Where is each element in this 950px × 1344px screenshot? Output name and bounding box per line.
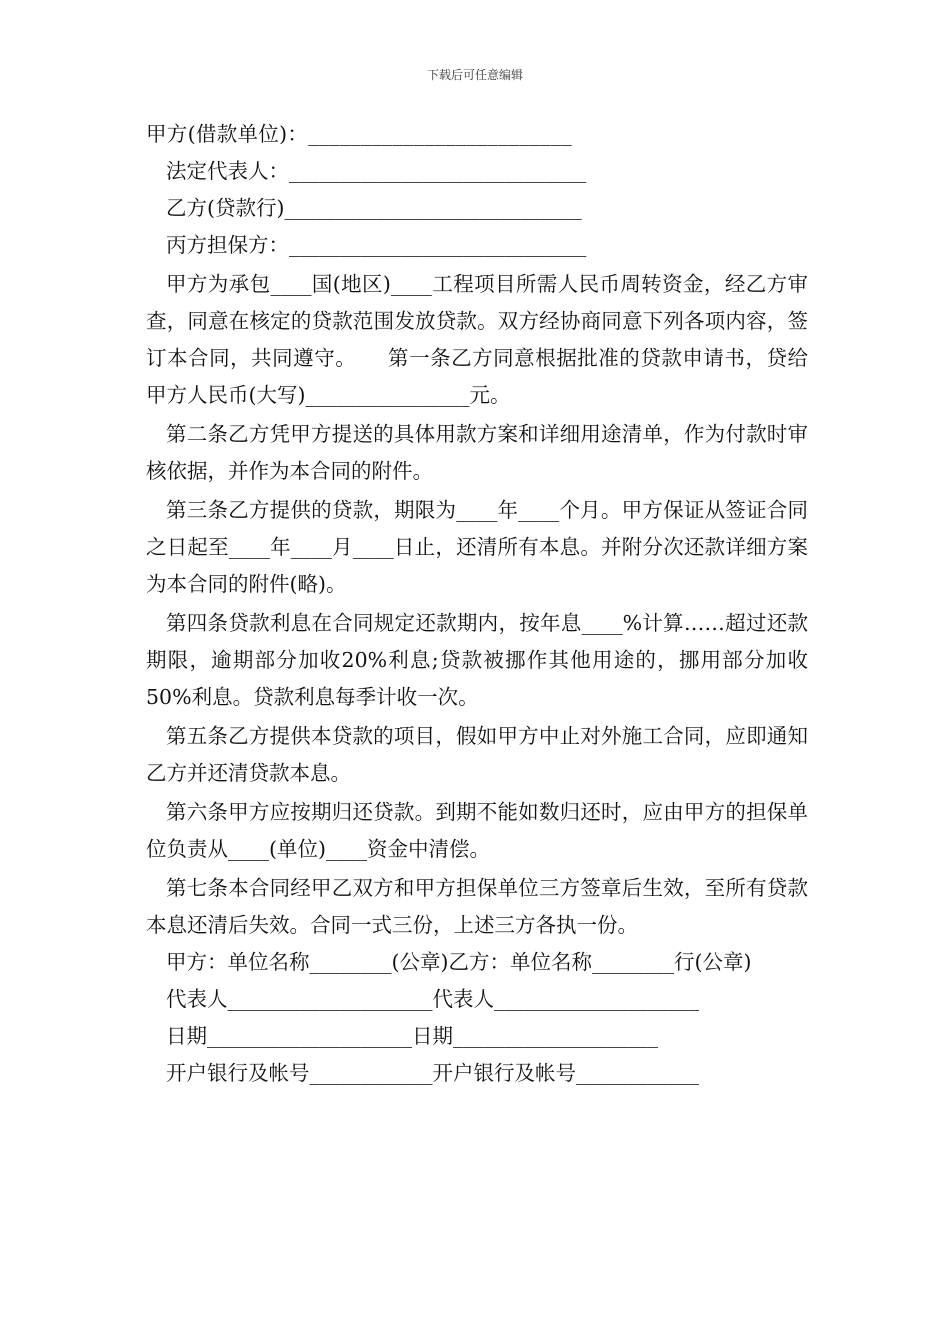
contract-body [146, 116, 808, 1092]
party-b-line: 乙方(贷款行)_____________________________ [166, 196, 582, 220]
article-6: 第六条甲方应按期归还贷款。到期不能如数归还时，应由甲方的担保单位负责从____(单位)____资金中清偿。 [146, 800, 808, 861]
signature-bank-line: 开户银行及帐号____________开户银行及帐号____________ [166, 1061, 699, 1085]
party-a-line: 甲方(借款单位)：_________________________ [146, 122, 572, 146]
article-4: 第四条贷款利息在合同规定还款期内，按年息____%计算……超过还款期限，逾期部分加收20%利息;贷款被挪作其他用途的，挪用部分加收50%利息。贷款利息每季计收一次。 [146, 611, 808, 709]
article-7: 第七条本合同经甲乙双方和甲方担保单位三方签章后生效，至所有贷款本息还清后失效。合同一式三份，上述三方各执一份。 [146, 876, 808, 937]
intro-and-article-1: 甲方为承包____国(地区)____工程项目所需人民币周转资金，经乙方审查，同意在核定的贷款范围发放贷款。双方经协商同意下列各项内容，签订本合同，共同遵守。 第一条乙方同意根据批准的贷款申请书，贷给甲方人民币(大写)________________元。 [146, 272, 808, 407]
header-note: 下载后可任意编辑 [426, 68, 523, 82]
signature-unit-line: 甲方：单位名称________(公章)乙方：单位名称________行(公章) [166, 950, 752, 974]
signature-rep-line: 代表人____________________代表人____________________ [166, 987, 699, 1011]
article-3: 第三条乙方提供的贷款，期限为____年____个月。甲方保证从签证合同之日起至____年____月____日止，还清所有本息。并附分次还款详细方案为本合同的附件(略)。 [146, 498, 808, 596]
legal-rep-line: 法定代表人：_____________________________ [166, 159, 587, 183]
signature-date-line: 日期____________________日期____________________ [166, 1024, 658, 1048]
article-5: 第五条乙方提供本贷款的项目，假如甲方中止对外施工合同，应即通知乙方并还清贷款本息。 [146, 724, 808, 785]
party-c-line: 丙方担保方：_____________________________ [166, 233, 587, 257]
article-2: 第二条乙方凭甲方提送的具体用款方案和详细用途清单，作为付款时审核依据，并作为本合同的附件。 [146, 422, 808, 483]
